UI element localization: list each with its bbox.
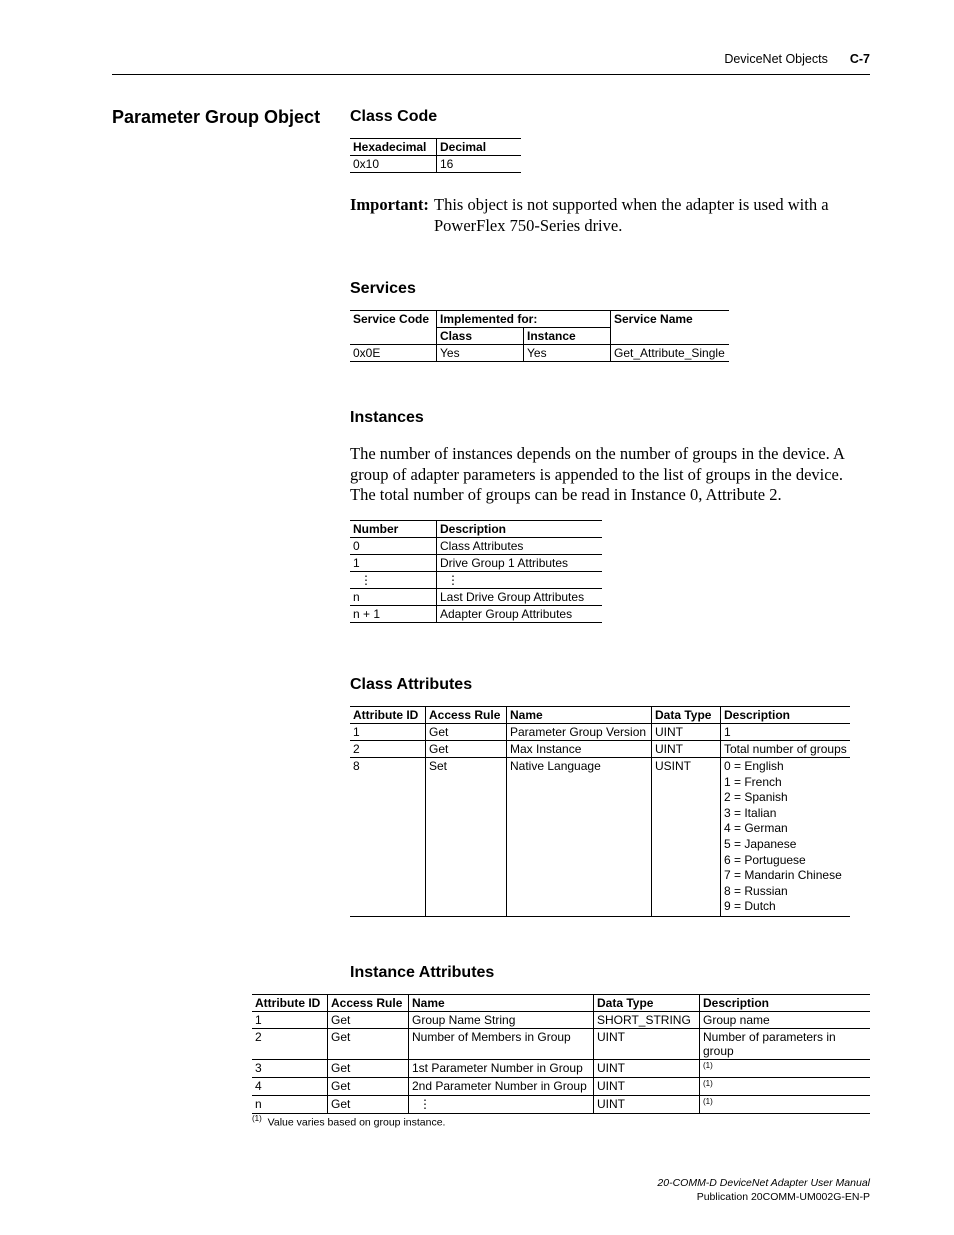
services-header-impl: Implemented for:: [437, 311, 611, 328]
inst-attr-type: SHORT_STRING: [594, 1012, 700, 1029]
instance-description: Adapter Group Attributes: [437, 606, 603, 623]
language-item: 0 = English: [724, 759, 784, 773]
inst-attr-id: 1: [255, 1013, 262, 1027]
table-row: [252, 1012, 870, 1029]
class-attr-header-type: Data Type: [652, 707, 721, 724]
inst-attr-type: UINT: [594, 1078, 700, 1096]
inst-attr-id: n: [255, 1097, 262, 1111]
header-section: DeviceNet Objects: [724, 52, 828, 66]
class-attributes-table: [350, 706, 850, 917]
table-row: [350, 538, 602, 555]
inst-attr-header-access: Access Rule: [328, 995, 409, 1012]
important-line-2: PowerFlex 750-Series drive.: [434, 215, 623, 235]
instance-description: Last Drive Group Attributes: [437, 589, 603, 606]
services-header-instance: Instance: [524, 328, 611, 345]
inst-attr-description: [700, 1096, 871, 1114]
services-instance: Yes: [524, 345, 611, 362]
class-attr-id: 8: [353, 759, 360, 773]
instance-description: ⋮: [437, 572, 603, 589]
instances-heading: Instances: [350, 409, 424, 426]
services-header-name: Service Name: [611, 311, 730, 345]
important-label: Important:: [350, 195, 429, 214]
instances-para-line-2: group of adapter parameters is appended to the list of groups in the device.: [350, 464, 844, 484]
inst-attr-access: Get: [328, 1096, 409, 1114]
inst-attr-type: UINT: [594, 1096, 700, 1114]
class-code-hex: 0x10: [353, 157, 380, 171]
instance-description: Class Attributes: [437, 538, 603, 555]
class-code-header-hex: Hexadecimal: [353, 140, 427, 154]
services-heading: Services: [350, 280, 416, 297]
class-attr-access: Get: [426, 724, 507, 741]
class-attr-header-access: Access Rule: [426, 707, 507, 724]
table-row: [252, 1078, 870, 1096]
class-attr-description: 1: [721, 724, 851, 741]
language-item: 4 = German: [724, 821, 788, 836]
instances-header-number: Number: [353, 522, 399, 536]
table-row: [252, 1096, 870, 1114]
table-row: [350, 724, 850, 741]
class-attr-type: USINT: [652, 758, 721, 917]
header-rule: [112, 74, 870, 75]
page-footer: [657, 1176, 870, 1204]
instance-description: Drive Group 1 Attributes: [437, 555, 603, 572]
instance-number: n: [353, 590, 360, 604]
running-header: [724, 52, 870, 66]
inst-attr-description: Number of parameters in group: [700, 1029, 871, 1060]
class-attr-id: 2: [353, 742, 360, 756]
language-item: 3 = Italian: [724, 805, 777, 820]
inst-attr-access: Get: [328, 1060, 409, 1078]
services-code: 0x0E: [353, 346, 381, 360]
language-list: [721, 758, 851, 917]
inst-attr-header-id: Attribute ID: [255, 996, 321, 1010]
inst-attr-header-type: Data Type: [594, 995, 700, 1012]
page-number: C-7: [849, 52, 870, 66]
class-attr-header-description: Description: [721, 707, 851, 724]
important-text: [434, 195, 874, 236]
inst-attr-access: Get: [328, 1029, 409, 1060]
instances-para-line-1: The number of instances depends on the number of groups in the device. A: [350, 444, 845, 463]
instances-para-line-3: The total number of groups can be read in Instance 0, Attribute 2.: [350, 485, 782, 504]
footer-manual-title: 20-COMM-D DeviceNet Adapter User Manual: [657, 1177, 870, 1189]
table-row: [350, 741, 850, 758]
inst-attr-access: Get: [328, 1012, 409, 1029]
instance-number: ⋮: [360, 573, 372, 587]
class-attr-name: Max Instance: [507, 741, 652, 758]
footnote-mark: (1): [252, 1114, 262, 1123]
inst-attr-id: 4: [255, 1079, 262, 1093]
footnote-ref: (1): [703, 1061, 713, 1070]
table-row: [252, 1029, 870, 1060]
inst-attr-description: [700, 1060, 871, 1078]
inst-attr-type: UINT: [594, 1060, 700, 1078]
class-attr-description: Total number of groups: [721, 741, 851, 758]
important-line-1: This object is not supported when the adapter is used with a: [434, 195, 829, 214]
table-row: [350, 758, 850, 917]
inst-attr-description: [700, 1078, 871, 1096]
class-code-header-dec: Decimal: [437, 139, 522, 156]
inst-attr-name: 1st Parameter Number in Group: [409, 1060, 594, 1078]
inst-attr-id: 3: [255, 1061, 262, 1075]
footnote: [252, 1114, 445, 1129]
table-row: [252, 1060, 870, 1078]
instances-table: [350, 520, 602, 623]
services-header-code: Service Code: [350, 311, 437, 345]
class-attr-type: UINT: [652, 724, 721, 741]
table-row: [350, 589, 602, 606]
section-title: Parameter Group Object: [112, 107, 321, 127]
inst-attr-name: Number of Members in Group: [409, 1029, 594, 1060]
language-item: 9 = Dutch: [724, 899, 776, 914]
class-code-table: [350, 138, 521, 173]
instances-paragraph: [350, 444, 880, 506]
footnote-ref: (1): [703, 1097, 713, 1106]
class-attr-header-id: Attribute ID: [353, 708, 419, 722]
class-attr-access: Get: [426, 741, 507, 758]
footnote-ref: (1): [703, 1079, 713, 1088]
instance-number: 0: [353, 539, 360, 553]
instances-header-description: Description: [437, 521, 603, 538]
class-attr-access: Set: [426, 758, 507, 917]
services-header-class: Class: [437, 328, 524, 345]
language-item: 1 = French: [724, 774, 782, 789]
class-attr-name: Native Language: [507, 758, 652, 917]
inst-attr-name: ⋮: [409, 1096, 594, 1114]
table-row: [350, 555, 602, 572]
inst-attr-name: Group Name String: [409, 1012, 594, 1029]
footnote-text: Value varies based on group instance.: [267, 1116, 446, 1129]
language-item: 2 = Spanish: [724, 790, 788, 805]
class-attr-type: UINT: [652, 741, 721, 758]
instance-attributes-table: [252, 994, 870, 1114]
instance-number: n + 1: [353, 607, 381, 621]
inst-attr-description: Group name: [700, 1012, 871, 1029]
class-attr-id: 1: [353, 725, 360, 739]
inst-attr-access: Get: [328, 1078, 409, 1096]
inst-attr-type: UINT: [594, 1029, 700, 1060]
inst-attr-name: 2nd Parameter Number in Group: [409, 1078, 594, 1096]
table-row: [350, 606, 602, 623]
footer-publication: Publication 20COMM-UM002G-EN-P: [696, 1191, 870, 1203]
language-item: 5 = Japanese: [724, 836, 797, 851]
inst-attr-header-description: Description: [700, 995, 871, 1012]
services-name: Get_Attribute_Single: [611, 345, 730, 362]
language-item: 6 = Portuguese: [724, 852, 806, 867]
table-row: [350, 572, 602, 589]
class-attributes-heading: Class Attributes: [350, 676, 473, 693]
language-item: 8 = Russian: [724, 883, 788, 898]
class-code-heading: Class Code: [350, 108, 438, 125]
class-code-dec: 16: [437, 156, 522, 173]
language-item: 7 = Mandarin Chinese: [724, 868, 842, 883]
class-attr-header-name: Name: [507, 707, 652, 724]
inst-attr-header-name: Name: [409, 995, 594, 1012]
instance-attributes-heading: Instance Attributes: [350, 964, 495, 981]
services-table: [350, 310, 729, 362]
services-class: Yes: [437, 345, 524, 362]
inst-attr-id: 2: [255, 1030, 262, 1044]
class-attr-name: Parameter Group Version: [507, 724, 652, 741]
instance-number: 1: [353, 556, 360, 570]
